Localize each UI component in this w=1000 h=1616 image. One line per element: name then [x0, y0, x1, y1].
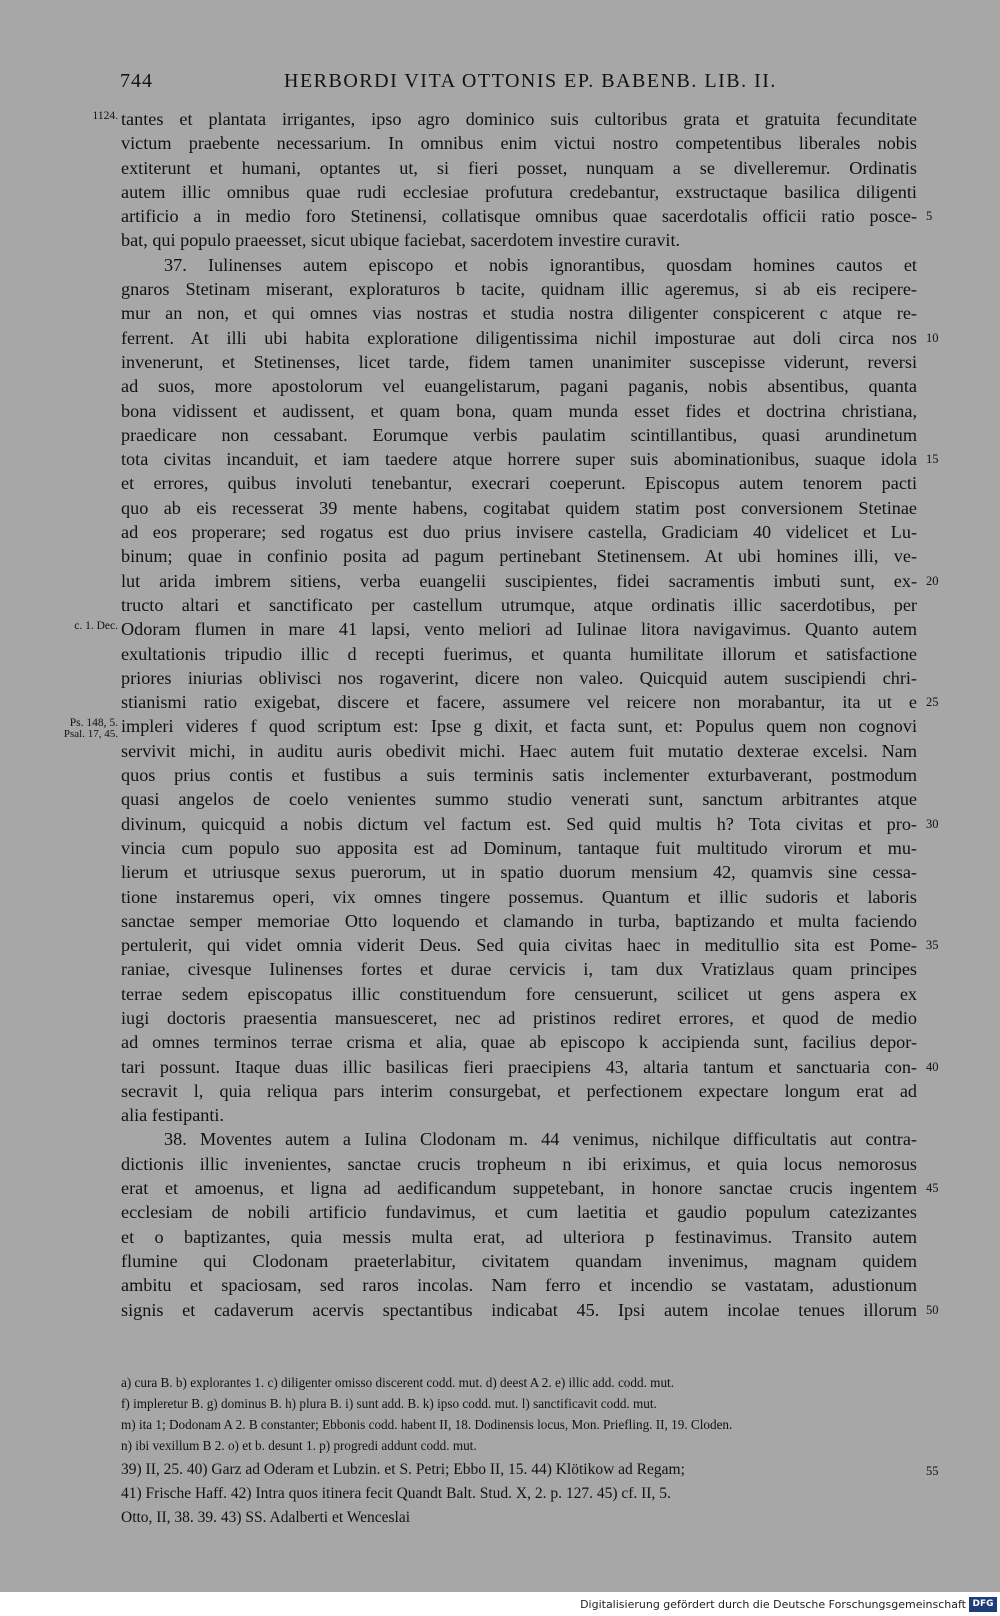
- text-line: [0, 520, 1000, 544]
- text-line: [0, 374, 1000, 398]
- text-line: [0, 496, 1000, 520]
- margin-note: c. 1. Dec.: [74, 620, 118, 633]
- text-line: [0, 957, 1000, 981]
- digitization-credit-bar: [0, 1594, 1000, 1616]
- line-text: 37. Iulinenses autem episcopo et nobis ignorantibus, quosdam homines cautos et: [164, 254, 917, 275]
- line-text: 38. Moventes autem a Iulina Clodonam m. 44 venimus, nichilque difficultatis aut contra-: [164, 1129, 917, 1150]
- line-number: 25: [926, 695, 939, 710]
- text-line: [0, 277, 1000, 301]
- line-text: sanctae semper memoriae Otto loquendo et clamando in turba, baptizando et multa faciendo: [121, 910, 917, 931]
- margin-note: Psal. 17, 45.: [63, 728, 118, 741]
- text-line: [0, 593, 1000, 617]
- text-line: [0, 544, 1000, 568]
- text-line: [0, 107, 1000, 131]
- page-number: 744: [120, 70, 153, 92]
- apparatus-line: [0, 1373, 1000, 1394]
- text-line: [0, 569, 1000, 593]
- running-head: [0, 70, 1000, 100]
- text-line: [0, 933, 1000, 957]
- text-line: [0, 471, 1000, 495]
- line-text: raniae, civesque Iulinenses fortes et durae cervicis i, tam dux Vratizlaus quam principes: [121, 959, 917, 980]
- text-line: [0, 739, 1000, 763]
- line-number: 30: [926, 816, 939, 831]
- text-line: [0, 156, 1000, 180]
- line-text: servivit michi, in auditu auris obedivit michi. Haec autem fuit mutatio dexterae excelsi. Nam: [121, 740, 917, 761]
- line-text: lut arida imbrem sitiens, verba euangelii suscipientes, fidei sacramentis imbuti sunt, ex-: [121, 570, 917, 591]
- line-text: terrae sedem episcopatus illic constituendum fore censuerunt, scilicet ut gens aspera ex: [121, 983, 917, 1004]
- text-line: [0, 447, 1000, 471]
- line-text: tari possunt. Itaque duas illic basilicas fieri praecipiens 43, altaria tantum et sanctuaria con-: [121, 1056, 917, 1077]
- note-text: 39) II, 25. 40) Garz ad Oderam et Lubzin. et S. Petri; Ebbo II, 15. 44) Klötikow ad Regam;: [121, 1461, 685, 1478]
- line-text: tantes et plantata irrigantes, ipso agro dominico suis cultoribus grata et gratuita fecunditate: [121, 109, 917, 129]
- critical-apparatus: [0, 1373, 1000, 1457]
- text-line: [0, 690, 1000, 714]
- line-text: binum; quae in confinio posita ad pagum pertinebant Stetinensem. At ubi homines illi, ve-: [121, 546, 917, 567]
- apparatus-line: [0, 1415, 1000, 1436]
- line-text: pertulerit, qui videt omnia viderit Deus. Sed quia civitas haec in meditullio sita est Pome-: [121, 935, 917, 956]
- text-line: [0, 301, 1000, 325]
- line-text: victum praebente necessarium. In omnibus enim victui nostro competentibus liberales nobis: [121, 133, 917, 154]
- line-text: quasi angelos de coelo venientes summo studio venerati sunt, sanctum arbitrantes atque: [121, 789, 917, 810]
- text-line: [0, 1200, 1000, 1224]
- line-text: tructo altari et sanctificato per castellum utrumque, atque ordinatis illic sacerdotibus, per: [121, 594, 917, 615]
- text-line: [0, 909, 1000, 933]
- line-text: quos prius contis et fustibus a suis terminis satis inclementer exturbaverant, postmodum: [121, 765, 917, 786]
- line-number: 5: [926, 209, 933, 224]
- text-line: [0, 253, 1000, 277]
- text-line: [0, 326, 1000, 350]
- note-line: [0, 1507, 1000, 1531]
- text-line: [0, 131, 1000, 155]
- text-line: [0, 228, 1000, 252]
- line-text: divinum, quicquid a nobis dictum vel factum est. Sed quid multis h? Tota civitas et pro-: [121, 813, 917, 834]
- text-line: [0, 666, 1000, 690]
- line-text: alia festipanti.: [121, 1105, 225, 1126]
- line-text: ad omnes terminos terrae crisma et alia, quae ab episcopo k accipienda sunt, facilius depor-: [121, 1032, 917, 1053]
- text-line: [0, 1006, 1000, 1030]
- note-text: Otto, II, 38. 39. 43) SS. Adalberti et Wenceslai: [121, 1509, 411, 1526]
- line-text: stianismi ratio exigebat, discere et facere, assumere vel reicere non morabantur, ita ut e: [121, 692, 917, 713]
- text-line: [0, 423, 1000, 447]
- apparatus-text: f) impleretur B. g) dominus B. h) plura B. i) sunt add. B. k) ipso codd. mut. l) sanctificavit codd. mut.: [121, 1396, 657, 1411]
- historical-notes: [0, 1459, 1000, 1531]
- text-line: [0, 1298, 1000, 1322]
- text-line: [0, 885, 1000, 909]
- line-text: ecclesiam de nobili artificio fundavimus, et cum laetitia et gaudio populum catezizantes: [121, 1202, 917, 1223]
- line-text: bona vidissent et audissent, et quam bona, quam munda esset fides et doctrina christiana,: [121, 400, 917, 421]
- line-text: priores iniurias oblivisci nos rogaverint, dicere non valeo. Quicquid autem suscipiendi chri-: [121, 667, 917, 688]
- line-text: impleri videres f quod scriptum est: Ipse g dixit, et facta sunt, et: Populus quem non cognovi: [121, 716, 917, 737]
- line-number: 15: [926, 452, 939, 467]
- text-line: [0, 860, 1000, 884]
- text-line: [0, 1176, 1000, 1200]
- line-text: signis et cadaverum acervis spectantibus indicabat 45. Ipsi autem incolae tenues illorum: [121, 1299, 917, 1320]
- line-text: vincia cum populo suo apposita est ad Dominum, tantaque fuit multitudo virorum et mu-: [121, 837, 917, 858]
- line-text: extiterunt et humani, optantes ut, si fieri posset, nunquam a se divelleremur. Ordinatis: [121, 157, 917, 178]
- line-text: exultationis tripudio illic d recepti fuerimus, et quanta humilitate illorum et satisfactione: [121, 643, 917, 664]
- line-number: 10: [926, 330, 939, 345]
- line-number: 40: [926, 1059, 939, 1074]
- apparatus-text: m) ita 1; Dodonam A 2. B constanter; Ebbonis codd. habent II, 18. Dodinensis locus, Mon. Priefling. II, 19. Cloden.: [121, 1417, 733, 1432]
- line-text: dictionis illic invenientes, sanctae crucis tropheum n ibi eriximus, et quia locus nemorosus: [121, 1153, 917, 1174]
- line-text: Odoram flumen in mare 41 lapsi, vento meliori ad Iulinae litora navigavimus. Quanto autem: [121, 619, 917, 640]
- line-number: 50: [926, 1302, 939, 1317]
- apparatus-line: [0, 1436, 1000, 1457]
- text-line: [0, 812, 1000, 836]
- apparatus-text: a) cura B. b) explorantes 1. c) diligenter omisso discerent codd. mut. d) deest A 2. e) illic add. codd. mut.: [121, 1375, 674, 1390]
- text-line: [0, 399, 1000, 423]
- text-line: [0, 204, 1000, 228]
- text-line: [0, 836, 1000, 860]
- text-line: [0, 1055, 1000, 1079]
- line-number: 45: [926, 1181, 939, 1196]
- line-text: ambitu et spaciosam, sed raros incolas. Nam ferro et incendio se vastatam, adustionum: [121, 1275, 917, 1296]
- note-line: [0, 1459, 1000, 1483]
- line-text: et errores, quibus involuti tenebantur, execrari coeperunt. Episcopus autem tenorem pacti: [121, 473, 917, 494]
- line-text: lierum et utriusque sexus puerorum, ut in spatio duorum mensium 42, quamvis sine cessa-: [121, 862, 917, 883]
- line-text: artificio a in medio foro Stetinensi, collatisque omnibus quae sacerdotalis officii ratio posce-: [121, 206, 917, 227]
- line-text: mur an non, et qui omnes vias nostras et studia nostra diligenter conspicerent c atque re-: [121, 303, 917, 324]
- main-text: [0, 107, 1000, 1322]
- note-line: [0, 1483, 1000, 1507]
- text-line: [0, 1273, 1000, 1297]
- line-text: ferrent. At illi ubi habita exploratione diligentissima nichil imposturae aut doli circa nos: [121, 327, 917, 348]
- text-line: [0, 1127, 1000, 1151]
- line-text: tione instaremus operi, vix omnes tingere possemus. Quantum et illic sudoris et laboris: [121, 886, 917, 907]
- line-text: ad suos, more apostolorum vel euangelistarum, pagani paganis, nobis absentibus, quanta: [121, 376, 917, 397]
- line-text: gnaros Stetinam miserant, exploraturos b tacite, quidnam illic ageremus, si ab eis recipere-: [121, 279, 917, 300]
- line-text: praedicare non cessabant. Eorumque verbis paulatim scintillantibus, quasi arundinetum: [121, 424, 917, 445]
- line-text: secravit l, quia reliqua pars interim consurgebat, et perfectionem expectare longum erat ad: [121, 1080, 917, 1101]
- apparatus-text: n) ibi vexillum B 2. o) et b. desunt 1. p) progredi addunt codd. mut.: [121, 1438, 477, 1453]
- apparatus-line: [0, 1394, 1000, 1415]
- line-number: 55: [926, 1464, 939, 1478]
- credit-text: Digitalisierung gefördert durch die Deutsche Forschungsgemeinschaft: [580, 1598, 966, 1611]
- text-line: [0, 350, 1000, 374]
- text-line: [0, 180, 1000, 204]
- header-title: HERBORDI VITA OTTONIS EP. BABENB. LIB. II.: [284, 70, 777, 92]
- line-text: tota civitas incanduit, et iam taedere atque horrere super suis abominationibus, suaque idola: [121, 449, 917, 470]
- margin-note: 1124.: [92, 110, 118, 122]
- text-line: [0, 714, 1000, 741]
- text-line: [0, 1225, 1000, 1249]
- text-line: [0, 642, 1000, 666]
- line-text: erat et amoenus, et ligna ad aedificandum suppetebant, in honore sanctae crucis ingentem: [121, 1178, 917, 1199]
- line-text: et o baptizantes, quia messis multa erat, ad ulteriora p festinavimus. Transito autem: [121, 1226, 917, 1247]
- margin-note: Ps. 148, 5.: [69, 717, 118, 730]
- line-text: ad eos properare; sed rogatus est duo prius invisere castella, Gradiciam 40 videlicet et Lu-: [121, 522, 917, 543]
- note-text: 41) Frische Haff. 42) Intra quos itinera fecit Quandt Balt. Stud. X, 2. p. 127. 45) cf. II, 5.: [121, 1485, 671, 1502]
- line-number: 20: [926, 573, 939, 588]
- text-line: [0, 982, 1000, 1006]
- text-line: [0, 1152, 1000, 1176]
- text-line: [0, 1103, 1000, 1127]
- line-number: 35: [926, 938, 939, 953]
- text-line: [0, 617, 1000, 641]
- text-line: [0, 1030, 1000, 1054]
- line-text: bat, qui populo praeesset, sicut ubique faciebat, sacerdotem investire curavit.: [121, 230, 681, 251]
- text-line: [0, 763, 1000, 787]
- text-line: [0, 1079, 1000, 1103]
- line-text: iugi doctoris praesentia mansuesceret, nec ad pristinos rediret errores, et quod de medio: [121, 1007, 917, 1028]
- line-text: invenerunt, et Stetinenses, licet tarde, fidem tamen unanimiter suscepisse viderunt, reversi: [121, 351, 917, 372]
- text-line: [0, 1249, 1000, 1273]
- line-text: flumine qui Clodonam praeterlabitur, civitatem quandam invenimus, magnam quidem: [121, 1250, 917, 1271]
- line-text: quo ab eis recesserat 39 mente habens, cogitabat quidem statim post conversionem Stetinae: [121, 497, 917, 518]
- line-text: autem illic omnibus quae rudi ecclesiae profutura credebantur, exstructaque basilica diligenti: [121, 181, 917, 202]
- dfg-logo: DFG: [969, 1597, 997, 1612]
- text-line: [0, 787, 1000, 811]
